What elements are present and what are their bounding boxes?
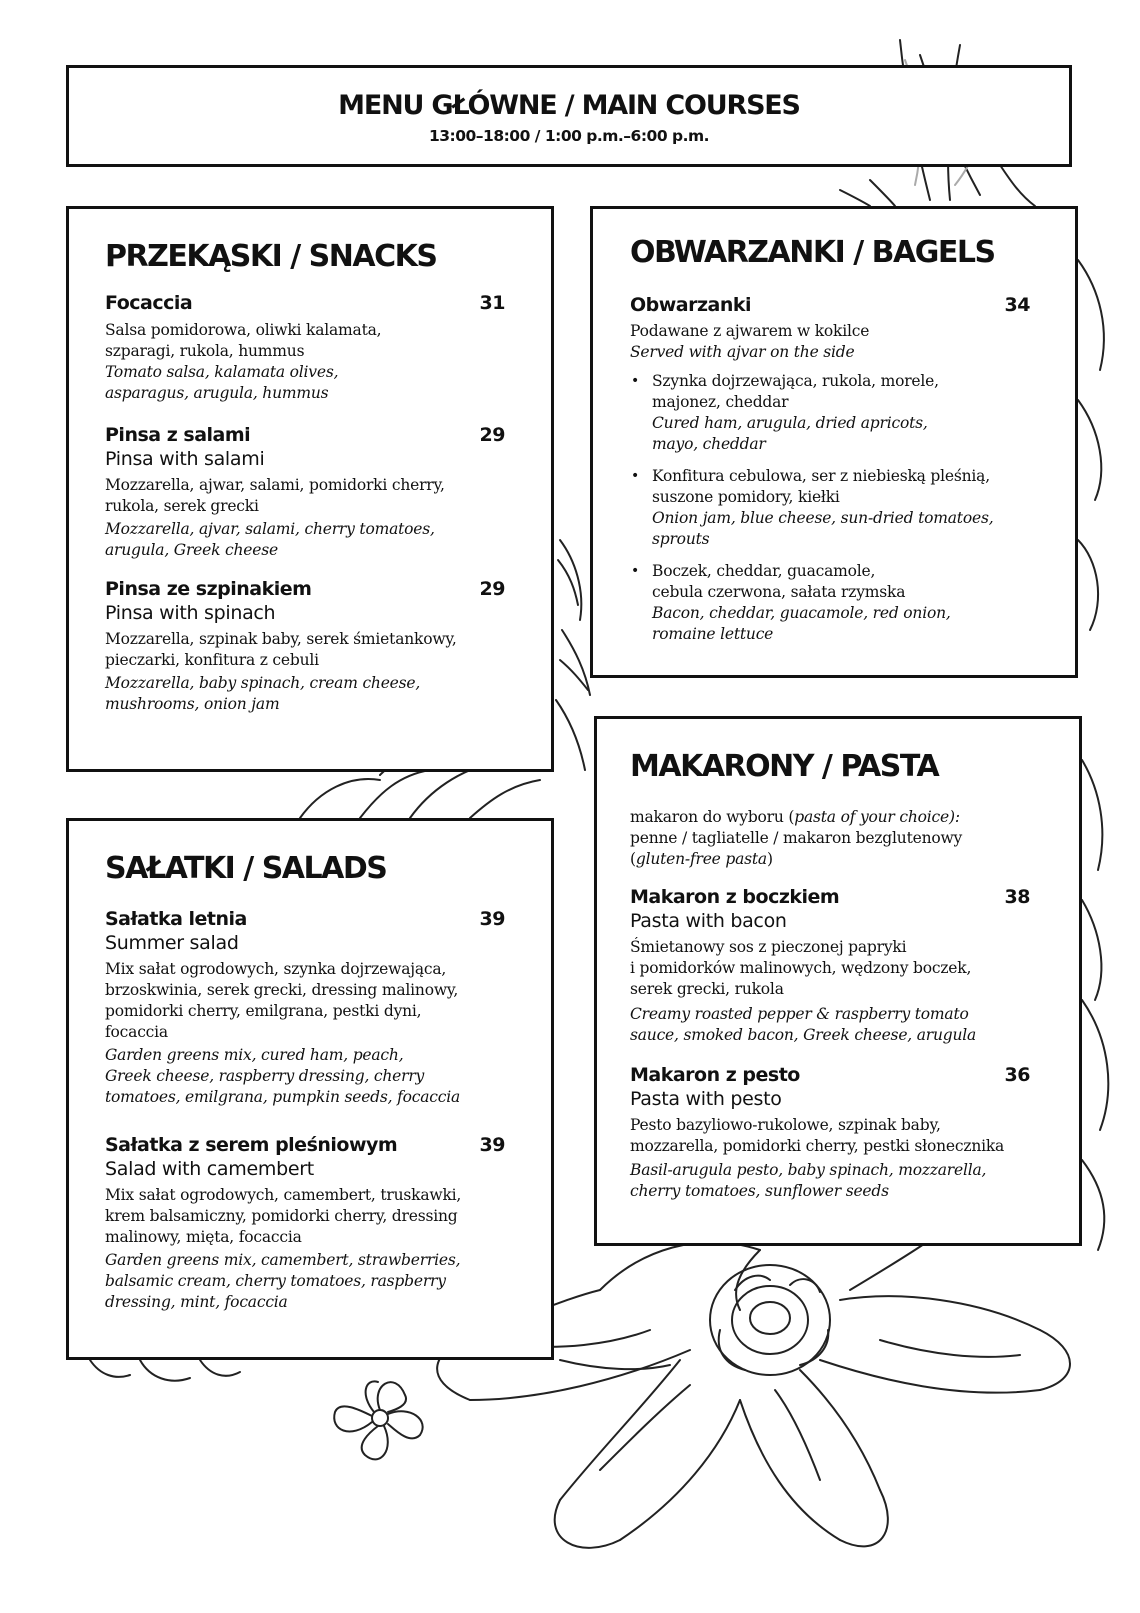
- item-price: 39: [479, 908, 505, 930]
- item-description-en: mushrooms, onion jam: [105, 695, 280, 713]
- item-description-pl: Mix sałat ogrodowych, szynka dojrzewająca,: [105, 960, 447, 978]
- section-title: OBWARZANKI / BAGELS: [630, 235, 995, 270]
- option-description-pl: • Konfitura cebulowa, ser z niebieską pleśnią,: [652, 467, 990, 485]
- item-description-pl: Mozzarella, szpinak baby, serek śmietankowy,: [105, 630, 457, 648]
- item-description-en: Garden greens mix, camembert, strawberries,: [105, 1251, 461, 1269]
- item-description-en: Garden greens mix, cured ham, peach,: [105, 1046, 404, 1064]
- item-description-en: Basil-arugula pesto, baby spinach, mozzarella,: [630, 1161, 987, 1179]
- item-price: 29: [479, 578, 505, 600]
- item-description-pl: rukola, serek grecki: [105, 497, 259, 515]
- option-description-en: sprouts: [652, 530, 710, 548]
- item-description-en: cherry tomatoes, sunflower seeds: [630, 1182, 889, 1200]
- item-description-pl: brzoskwinia, serek grecki, dressing malinowy,: [105, 981, 459, 999]
- intro-text: (: [630, 850, 636, 868]
- option-description-pl: • Boczek, cheddar, guacamole,: [652, 562, 876, 580]
- item-description-pl: Śmietanowy sos z pieczonej papryki: [630, 938, 907, 956]
- pasta-choice-note: [630, 807, 1040, 870]
- intro-text: penne / tagliatelle / makaron bezglutenowy: [630, 829, 963, 847]
- item-description-en: tomatoes, emilgrana, pumpkin seeds, focaccia: [105, 1088, 461, 1106]
- menu-item: [630, 1063, 1040, 1202]
- item-description-en: arugula, Greek cheese: [105, 541, 278, 559]
- item-description-pl: Podawane z ajwarem w kokilce: [630, 322, 870, 340]
- menu-item: [630, 293, 1030, 656]
- option-description-pl: • Szynka dojrzewająca, rukola, morele,: [652, 372, 939, 390]
- item-description-en: Mozzarella, baby spinach, cream cheese,: [105, 674, 421, 692]
- item-description-en: asparagus, arugula, hummus: [105, 384, 329, 402]
- item-description-pl: Salsa pomidorowa, oliwki kalamata,: [105, 321, 382, 339]
- list-item: [630, 561, 1030, 645]
- item-price: 39: [479, 1134, 505, 1156]
- section-title: SAŁATKI / SALADS: [105, 851, 387, 886]
- menu-item: [105, 291, 505, 404]
- item-name: Makaron z pesto: [630, 1064, 800, 1086]
- item-price: 34: [1004, 294, 1030, 316]
- list-item: [630, 371, 1030, 455]
- item-price: 31: [479, 292, 505, 314]
- item-description-pl: malinowy, mięta, focaccia: [105, 1228, 302, 1246]
- intro-text-en: pasta of your choice):: [794, 808, 960, 826]
- item-description-pl: Mozzarella, ajwar, salami, pomidorki cherry,: [105, 476, 445, 494]
- item-description-pl: focaccia: [105, 1023, 168, 1041]
- option-description-pl: majonez, cheddar: [652, 393, 789, 411]
- item-description-en: Served with ajvar on the side: [630, 343, 855, 361]
- option-description-pl: cebula czerwona, sałata rzymska: [652, 583, 906, 601]
- item-price: 36: [1004, 1064, 1030, 1086]
- item-name-en: Pinsa with spinach: [105, 602, 276, 624]
- item-description-pl: krem balsamiczny, pomidorki cherry, dressing: [105, 1207, 458, 1225]
- item-description-pl: Pesto bazyliowo-rukolowe, szpinak baby,: [630, 1116, 941, 1134]
- item-name: Focaccia: [105, 292, 193, 314]
- intro-text-en: gluten-free pasta: [635, 850, 767, 868]
- bagels-section: [590, 206, 1078, 678]
- item-name-en: Pinsa with salami: [105, 448, 265, 470]
- item-price: 29: [479, 424, 505, 446]
- item-description-pl: serek grecki, rukola: [630, 980, 784, 998]
- option-description-en: romaine lettuce: [652, 625, 774, 643]
- menu-item: [105, 423, 505, 561]
- item-description-en: Greek cheese, raspberry dressing, cherry: [105, 1067, 425, 1085]
- item-name-en: Pasta with bacon: [630, 910, 787, 932]
- intro-text: ): [766, 850, 773, 868]
- section-title: MAKARONY / PASTA: [630, 749, 939, 784]
- bagel-options-list: [630, 371, 1030, 645]
- intro-text: makaron do wyboru (: [630, 808, 795, 826]
- option-description-pl: suszone pomidory, kiełki: [652, 488, 840, 506]
- menu-item: [105, 577, 505, 715]
- item-description-pl: szparagi, rukola, hummus: [105, 342, 305, 360]
- item-name: Makaron z boczkiem: [630, 886, 840, 908]
- item-description-en: dressing, mint, focaccia: [105, 1293, 288, 1311]
- middle-leaves-icon: [556, 540, 590, 770]
- item-description-en: sauce, smoked bacon, Greek cheese, arugula: [630, 1026, 977, 1044]
- item-name: Pinsa ze szpinakiem: [105, 578, 312, 600]
- item-description-pl: i pomidorków malinowych, wędzony boczek,: [630, 959, 972, 977]
- snacks-section: [66, 206, 554, 772]
- pasta-section: [594, 716, 1082, 1246]
- option-description-en: Bacon, cheddar, guacamole, red onion,: [652, 604, 951, 622]
- item-price: 38: [1004, 886, 1030, 908]
- item-name-en: Summer salad: [105, 932, 239, 954]
- opening-hours: 13:00–18:00 / 1:00 p.m.–6:00 p.m.: [428, 127, 710, 145]
- item-name: Sałatka letnia: [105, 908, 247, 930]
- option-description-en: Onion jam, blue cheese, sun-dried tomatoes,: [652, 509, 994, 527]
- section-title: PRZEKĄSKI / SNACKS: [105, 239, 437, 274]
- item-description-en: Tomato salsa, kalamata olives,: [105, 363, 339, 381]
- menu-item: [105, 1133, 505, 1313]
- item-description-pl: Mix sałat ogrodowych, camembert, truskawki,: [105, 1186, 462, 1204]
- item-description-pl: mozzarella, pomidorki cherry, pestki słonecznika: [630, 1137, 1005, 1155]
- item-name: Sałatka z serem pleśniowym: [105, 1134, 398, 1156]
- option-description-en: Cured ham, arugula, dried apricots,: [652, 414, 928, 432]
- item-description-pl: pomidorki cherry, emilgrana, pestki dyni,: [105, 1002, 422, 1020]
- item-name-en: Pasta with pesto: [630, 1088, 782, 1110]
- item-description-en: Mozzarella, ajvar, salami, cherry tomatoes,: [105, 520, 435, 538]
- menu-item: [105, 907, 505, 1108]
- item-description-pl: pieczarki, konfitura z cebuli: [105, 651, 319, 669]
- salads-section: [66, 818, 554, 1360]
- item-name: Obwarzanki: [630, 294, 752, 316]
- item-description-en: balsamic cream, cherry tomatoes, raspberry: [105, 1272, 446, 1290]
- item-name: Pinsa z salami: [105, 424, 251, 446]
- page-title: MENU GŁÓWNE / MAIN COURSES: [338, 90, 800, 121]
- small-flower-icon: [334, 1381, 422, 1459]
- menu-item: [630, 885, 1030, 1046]
- item-description-en: Creamy roasted pepper & raspberry tomato: [630, 1005, 969, 1023]
- item-name-en: Salad with camembert: [105, 1158, 314, 1180]
- list-item: [630, 466, 1030, 550]
- option-description-en: mayo, cheddar: [652, 435, 766, 453]
- menu-header: [66, 65, 1072, 167]
